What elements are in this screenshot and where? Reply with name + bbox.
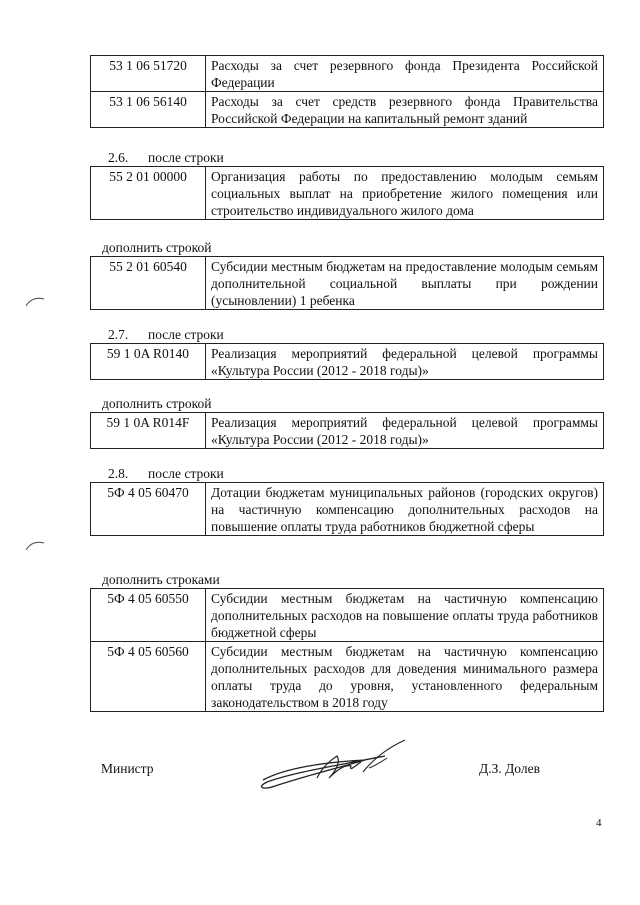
budget-table-1 [90, 55, 604, 128]
table-row [91, 589, 604, 642]
budget-description: Организация работы по предоставлению молодым семьям социальных выплат на приобретение жилого помещения или строительство индивидуального жилого дома [206, 167, 604, 220]
section-number: 2.6. [108, 150, 129, 165]
budget-code: 5Ф 4 05 60470 [91, 483, 206, 536]
budget-code: 53 1 06 51720 [91, 56, 206, 92]
budget-description: Расходы за счет средств резервного фонда Правительства Российской Федерации на капитальный ремонт зданий [206, 92, 604, 128]
budget-description: Реализация мероприятий федеральной целевой программы «Культура России (2012 - 2018 годы)» [206, 413, 604, 449]
budget-code: 5Ф 4 05 60560 [91, 642, 206, 712]
table-row [91, 642, 604, 712]
budget-description: Дотации бюджетам муниципальных районов (городских округов) на частичную компенсацию дополнительных расходов на повышение оплаты труда работников бюджетной сферы [206, 483, 604, 536]
budget-table-6 [90, 482, 604, 536]
table-row [91, 483, 604, 536]
budget-code: 59 1 0A R0140 [91, 344, 206, 380]
budget-description: Субсидии местным бюджетам на частичную компенсацию дополнительных расходов для доведения минимального размера оплаты труда до уровня, установленного федеральным законодательством в 2018 году [206, 642, 604, 712]
budget-description: Субсидии местным бюджетам на предоставление молодым семьям дополнительной социальной выплаты при рождении (усыновлении) 1 ребенка [206, 257, 604, 310]
table-row [91, 344, 604, 380]
budget-code: 5Ф 4 05 60550 [91, 589, 206, 642]
budget-table-5 [90, 412, 604, 449]
section-label: после строки [148, 327, 224, 342]
budget-code: 55 2 01 60540 [91, 257, 206, 310]
table-row [91, 92, 604, 128]
table-row [91, 56, 604, 92]
section-label: после строки [148, 466, 224, 481]
budget-table-4 [90, 343, 604, 380]
budget-table-3 [90, 256, 604, 310]
page-number: 4 [596, 817, 602, 829]
hole-punch-mark [24, 538, 46, 552]
table-row [91, 167, 604, 220]
section-heading-2-7 [108, 327, 224, 343]
budget-table-2 [90, 166, 604, 220]
budget-code: 55 2 01 00000 [91, 167, 206, 220]
handwritten-signature [245, 736, 420, 796]
signatory-position: Министр [101, 761, 154, 776]
signatory-name: Д.З. Долев [479, 761, 540, 776]
section-number: 2.8. [108, 466, 129, 481]
section-number: 2.7. [108, 327, 129, 342]
hole-punch-mark [24, 294, 46, 308]
budget-description: Субсидии местным бюджетам на частичную компенсацию дополнительных расходов на повышение оплаты труда работников бюджетной сферы [206, 589, 604, 642]
table-row [91, 413, 604, 449]
section-heading-2-8 [108, 466, 224, 482]
budget-code: 59 1 0A R014F [91, 413, 206, 449]
addition-label-2: дополнить строкой [102, 396, 212, 411]
table-row [91, 257, 604, 310]
budget-table-7 [90, 588, 604, 712]
addition-label-1: дополнить строкой [102, 240, 212, 255]
budget-code: 53 1 06 56140 [91, 92, 206, 128]
section-label: после строки [148, 150, 224, 165]
budget-description: Расходы за счет резервного фонда Президента Российской Федерации [206, 56, 604, 92]
section-heading-2-6 [108, 150, 224, 166]
addition-label-3: дополнить строками [102, 572, 220, 587]
budget-description: Реализация мероприятий федеральной целевой программы «Культура России (2012 - 2018 годы)» [206, 344, 604, 380]
